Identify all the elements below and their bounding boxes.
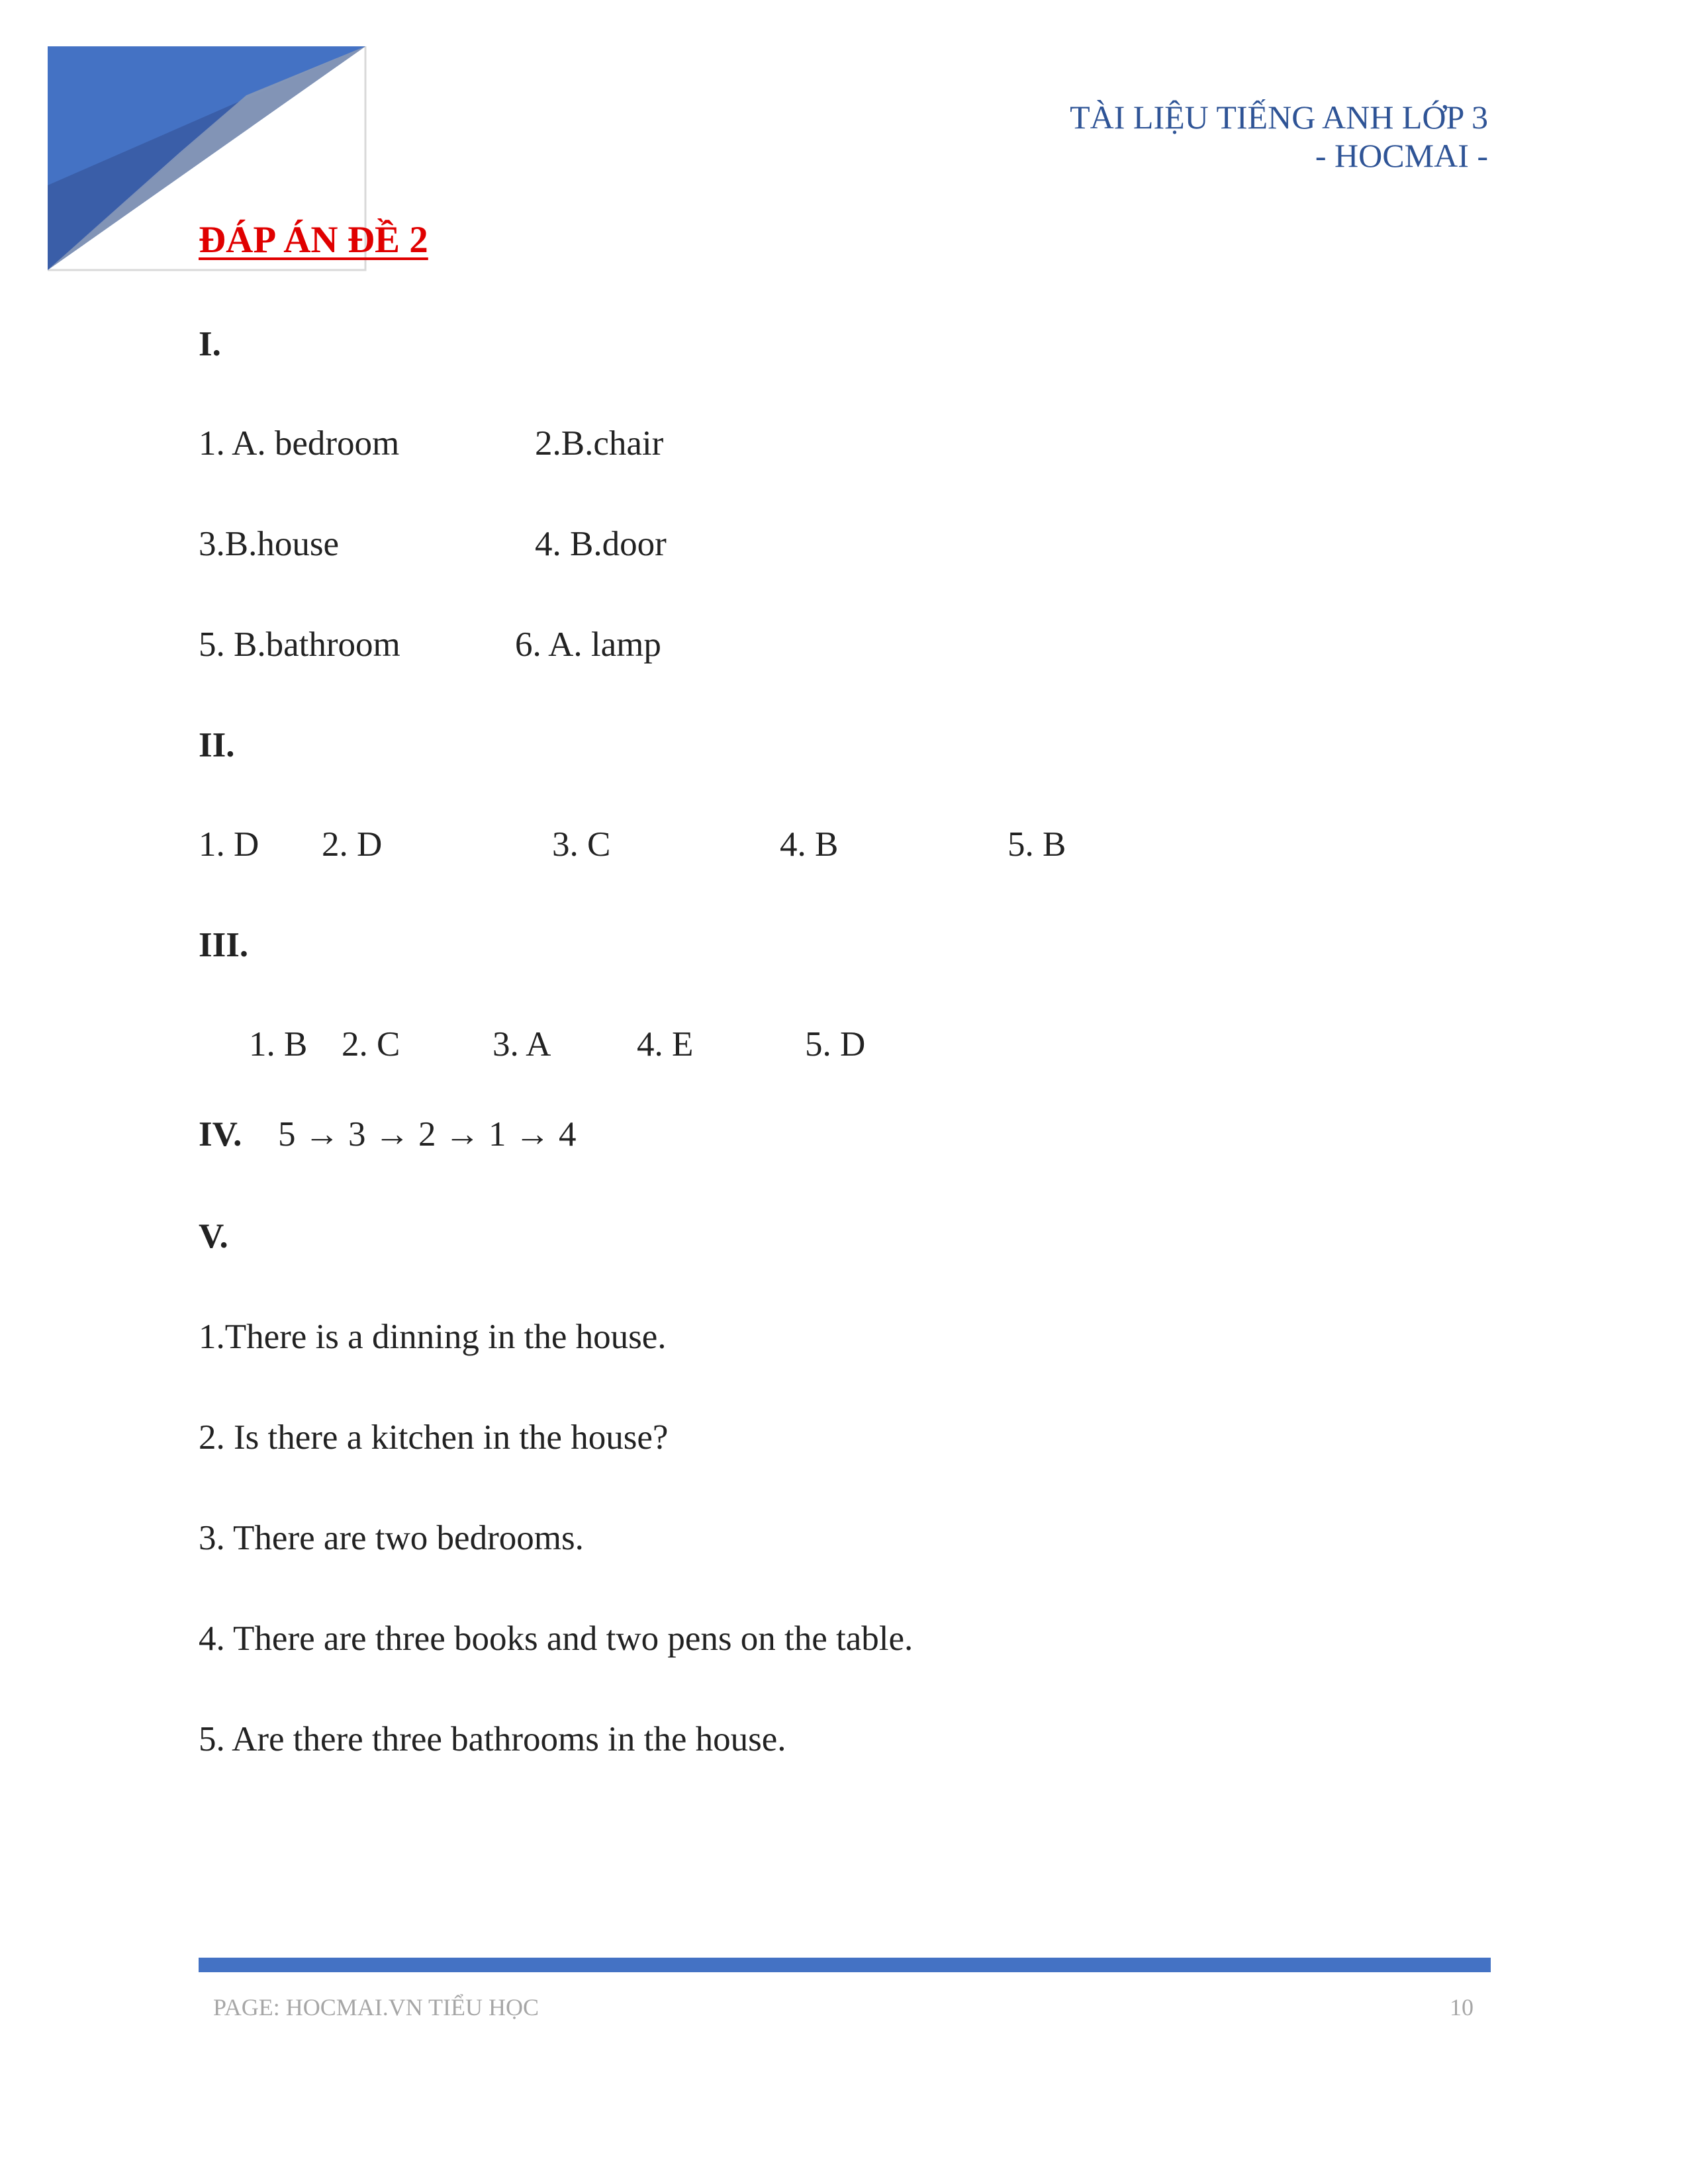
header-title: TÀI LIỆU TIẾNG ANH LỚP 3 bbox=[1070, 99, 1488, 136]
section-5-heading: V. bbox=[199, 1217, 228, 1255]
section-3-heading: III. bbox=[199, 926, 249, 964]
section-4-answer: 5 → 3 → 2 → 1 → 4 bbox=[278, 1115, 577, 1154]
section-3-answer-4: 4. E bbox=[637, 1025, 694, 1064]
section-3-answer-1: 1. B bbox=[249, 1025, 308, 1064]
section-5-sentence-1: 1.There is a dinning in the house. bbox=[199, 1318, 667, 1356]
section-4-heading: IV. bbox=[199, 1115, 242, 1154]
section-2-answer-3: 3. C bbox=[552, 825, 611, 864]
section-2-answer-1: 1. D bbox=[199, 825, 259, 864]
section-5-sentence-4: 4. There are three books and two pens on the table. bbox=[199, 1619, 914, 1658]
section-1-heading: I. bbox=[199, 325, 221, 363]
section-1-answer-5: 5. B.bathroom bbox=[199, 625, 400, 664]
section-1-answer-4: 4. B.door bbox=[535, 525, 667, 563]
section-5-sentence-2: 2. Is there a kitchen in the house? bbox=[199, 1418, 669, 1457]
footer-divider-bar bbox=[199, 1958, 1491, 1972]
document-header bbox=[1070, 98, 1488, 175]
section-3-answer-2: 2. C bbox=[342, 1025, 400, 1064]
section-3-answer-3: 3. A bbox=[492, 1025, 551, 1064]
section-2-answer-4: 4. B bbox=[780, 825, 839, 864]
section-3-answer-5: 5. D bbox=[805, 1025, 866, 1064]
section-2-answer-5: 5. B bbox=[1008, 825, 1066, 864]
section-1-answer-6: 6. A. lamp bbox=[515, 625, 661, 664]
section-2-answer-2: 2. D bbox=[322, 825, 383, 864]
section-2-heading: II. bbox=[199, 726, 235, 764]
section-1-answer-3: 3.B.house bbox=[199, 525, 339, 563]
footer-page-source: PAGE: HOCMAI.VN TIỂU HỌC bbox=[213, 1994, 539, 2021]
section-1-answer-2: 2.B.chair bbox=[535, 424, 664, 463]
section-5-sentence-3: 3. There are two bedrooms. bbox=[199, 1519, 584, 1557]
section-1-answer-1: 1. A. bedroom bbox=[199, 424, 400, 463]
answer-key-title: ĐÁP ÁN ĐỀ 2 bbox=[199, 219, 428, 261]
header-subtitle: - HOCMAI - bbox=[1315, 137, 1488, 174]
page-number: 10 bbox=[1450, 1994, 1474, 2021]
section-5-sentence-5: 5. Are there three bathrooms in the house. bbox=[199, 1720, 786, 1758]
